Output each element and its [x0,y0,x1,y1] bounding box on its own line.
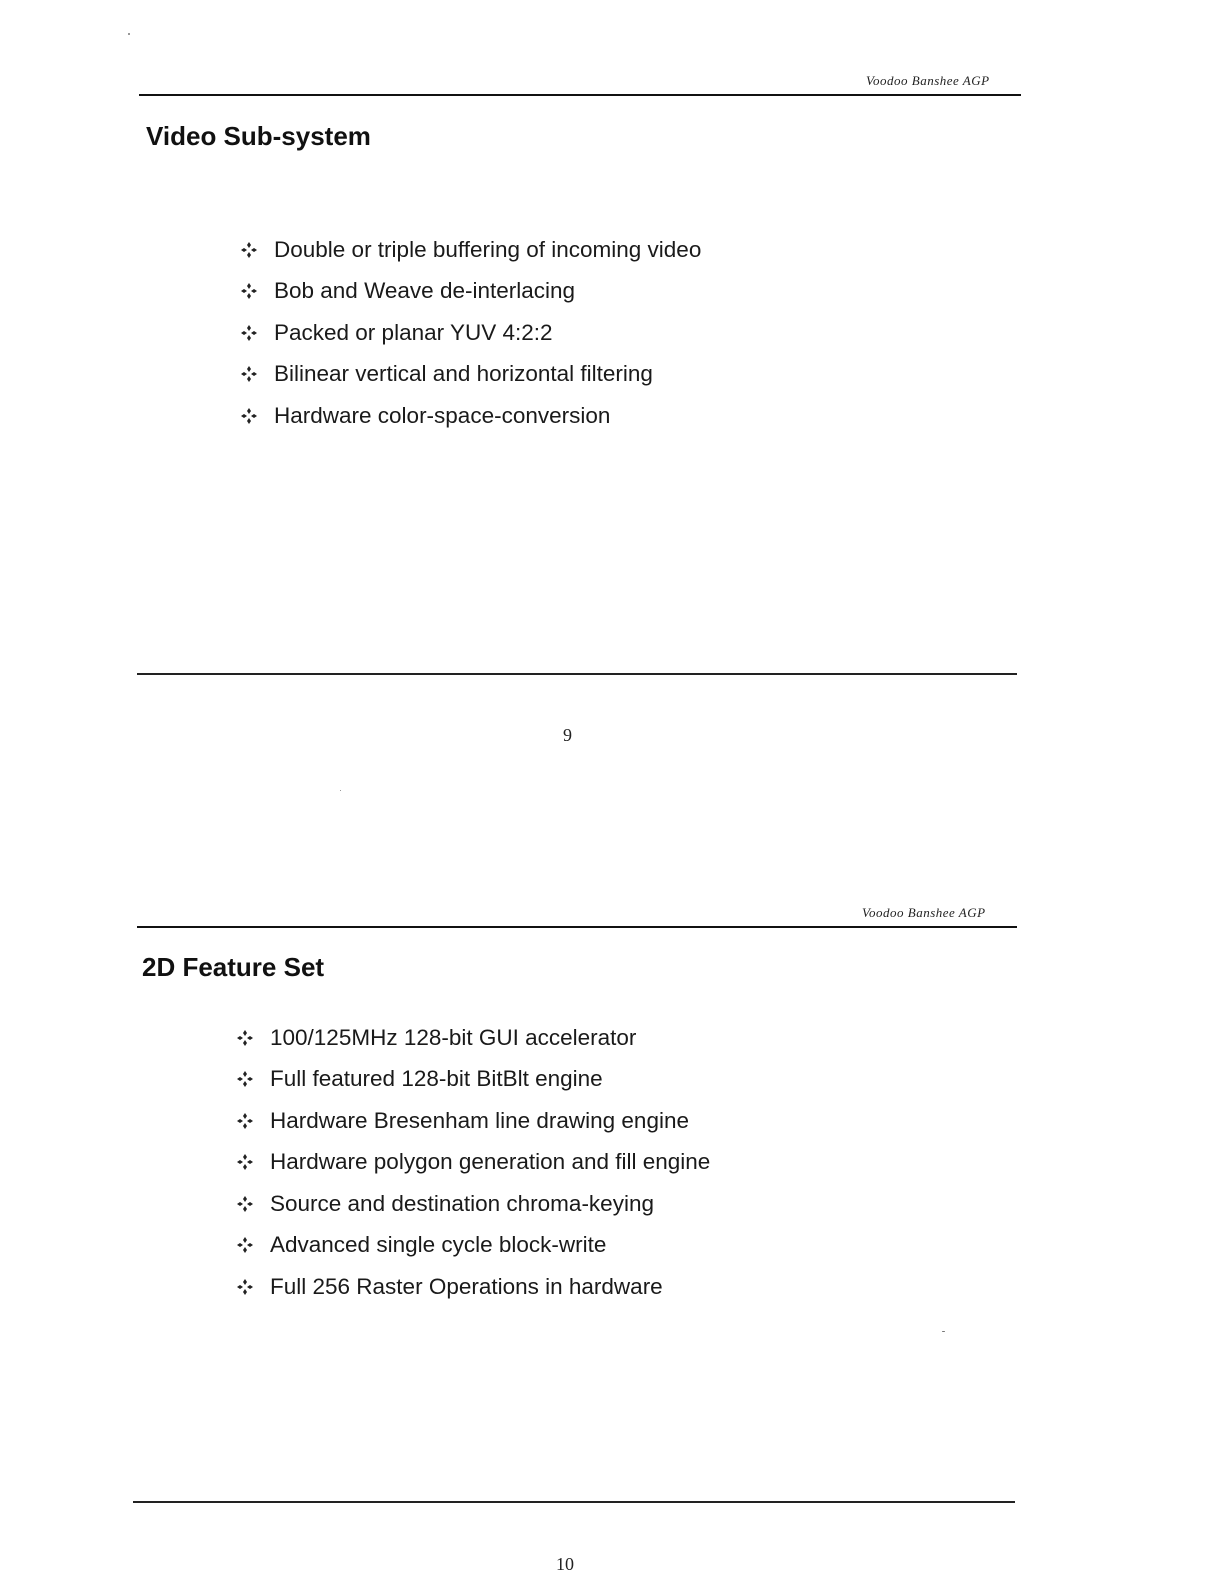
list-item-text: Hardware color-space-conversion [274,402,611,428]
four-diamond-bullet-icon [236,1278,254,1296]
running-header: Voodoo Banshee AGP [862,905,986,920]
list-item-text: Full 256 Raster Operations in hardware [270,1273,663,1299]
list-item [236,1017,710,1059]
header-rule [137,926,1017,928]
list-item [236,1142,710,1184]
four-diamond-bullet-icon [236,1195,254,1213]
list-item-text: Bilinear vertical and horizontal filtering [274,361,653,387]
footer-rule [133,1501,1015,1503]
list-item [236,1183,710,1225]
four-diamond-bullet-icon [236,1029,254,1047]
list-item [236,1059,710,1101]
running-header: Voodoo Banshee AGP [866,73,990,88]
four-diamond-bullet-icon [236,1236,254,1254]
list-item-text: Hardware Bresenham line drawing engine [270,1107,689,1133]
list-item-text: Advanced single cycle block-write [270,1232,607,1258]
four-diamond-bullet-icon [236,1153,254,1171]
page-number: 10 [556,1554,574,1574]
list-item [236,1266,710,1308]
four-diamond-bullet-icon [236,1070,254,1088]
list-item-text: Source and destination chroma-keying [270,1190,654,1216]
list-item [236,1100,710,1142]
list-item-text: Packed or planar YUV 4:2:2 [274,319,553,345]
section-title: Video Sub-system [146,121,371,151]
feature-list [236,1017,710,1308]
list-item-text: 100/125MHz 128-bit GUI accelerator [270,1024,637,1050]
section-title: 2D Feature Set [142,952,325,982]
list-item-text: Double or triple buffering of incoming video [274,236,702,262]
four-diamond-bullet-icon [236,1112,254,1130]
list-item-text: Bob and Weave de-interlacing [274,278,576,304]
list-item-text: Full featured 128-bit BitBlt engine [270,1066,603,1092]
list-item-text: Hardware polygon generation and fill engine [270,1149,711,1175]
page-number: 9 [563,725,572,745]
list-item [236,1225,710,1267]
